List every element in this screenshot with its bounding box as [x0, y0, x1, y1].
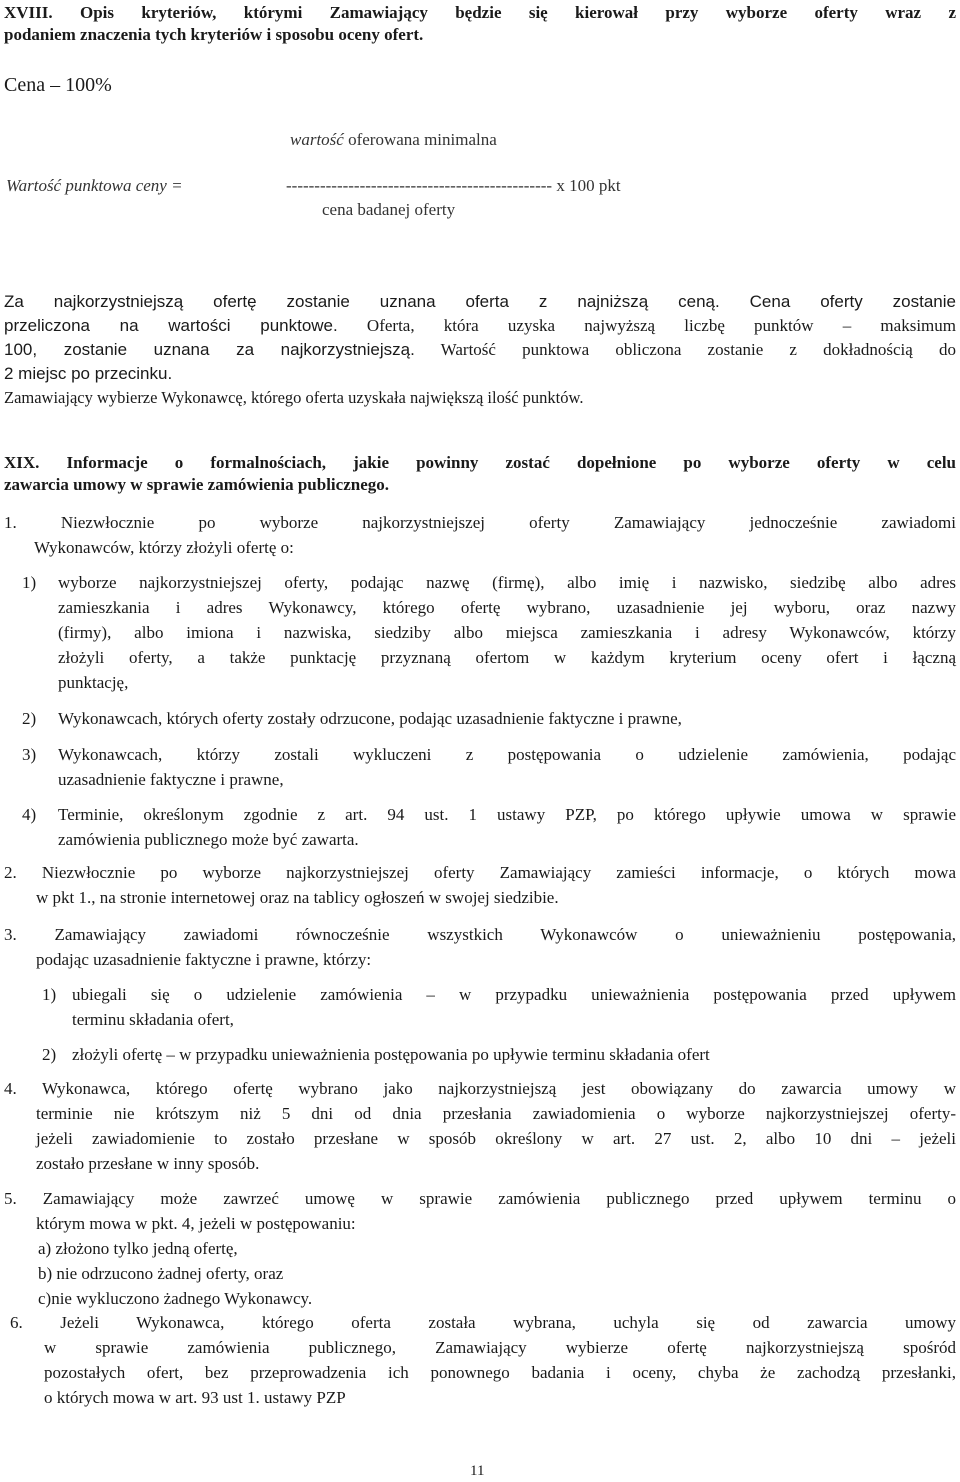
point-2 [4, 860, 956, 910]
point-line: 6. Jeżeli Wykonawca, którego oferta została wybrana, uchyla się od zawarcia umowy [10, 1313, 956, 1332]
heading-line: zawarcia umowy w sprawie zamówienia publicznego. [4, 475, 389, 494]
point-1-item-1 [22, 570, 956, 695]
point-subitem-a: a) złożono tylko jedną ofertę, [38, 1239, 238, 1258]
page-number: 11 [470, 1463, 485, 1479]
point-line: terminie nie krótszym niż 5 dni od dnia przesłania zawiadomienia o wyborze najkorzystniejszej oferty- [36, 1104, 956, 1123]
item-line: terminu składania ofert, [72, 1010, 234, 1029]
point-line: 5. Zamawiający może zawrzeć umowę w sprawie zamówienia publicznego przed upływem terminu o [4, 1189, 956, 1208]
point-1-item-2 [22, 706, 956, 731]
point-line: jeżeli zawiadomienie to zostało przesłane w sposób określony w art. 27 ust. 2, albo 10 dni – jeżeli [36, 1129, 956, 1148]
point-line: w sprawie zamówienia publicznego, Zamawiający wybierze ofertę najkorzystniejszą spośród [44, 1338, 956, 1357]
item-line: zamieszkania i adres Wykonawcy, którego ofertę wybrano, uzasadnienie jej wyboru, oraz nazwy [58, 598, 956, 617]
point-1-item-4 [22, 802, 956, 852]
point-3 [4, 922, 956, 972]
item-line: uzasadnienie faktyczne i prawne, [58, 770, 284, 789]
item-number: 1) [22, 573, 37, 592]
item-line: złożyli oferty, a także punktację przyznaną ofertom w każdym kryterium oceny ofert i łączną [58, 648, 956, 667]
item-line: Wykonawcach, których oferty zostały odrzucone, podając uzasadnienie faktyczne i prawne, [58, 709, 682, 728]
scoring-line: Za najkorzystniejszą ofertę zostanie uznana oferta z najniższą ceną. Cena oferty zostanie [4, 292, 956, 311]
point-line: podając uzasadnienie faktyczne i prawne, którzy: [36, 950, 372, 969]
item-line: wyborze najkorzystniejszej oferty, podając nazwę (firmę), albo imię i nazwisko, siedzibę albo adres [58, 573, 956, 592]
point-line: w pkt 1., na stronie internetowej oraz na tablicy ogłoszeń w swojej siedzibie. [36, 888, 559, 907]
item-number: 3) [22, 745, 37, 764]
point-line: 2. Niezwłocznie po wyborze najkorzystniejszej oferty Zamawiający zamieści informacje, o których mowa [4, 863, 956, 882]
numerator-text: oferowana minimalna [343, 130, 497, 149]
scoring-line: Zamawiający wybierze Wykonawcę, którego oferta uzyskała największą ilość punktów. [4, 388, 584, 407]
formula-multiplier: x 100 pkt [552, 176, 621, 195]
point-subitem-c: c)nie wykluczono żadnego Wykonawcy. [38, 1289, 313, 1308]
item-number: 1) [42, 985, 57, 1004]
item-number: 2) [42, 1045, 57, 1064]
item-line: zamówienia publicznego może być zawarta. [58, 830, 359, 849]
item-line: Wykonawcach, którzy zostali wykluczeni z postępowania o udzielenie zamówienia, podając [58, 745, 956, 764]
point-subitem-b: b) nie odrzucono żadnej oferty, oraz [38, 1264, 284, 1283]
item-line: złożyli ofertę – w przypadku unieważnienia postępowania po upływie terminu składania ofert [72, 1045, 710, 1064]
point-5 [4, 1186, 956, 1311]
formula-fraction-line [286, 176, 621, 196]
point-line: 3. Zamawiający zawiadomi równocześnie wszystkich Wykonawców o unieważnieniu postępowania, [4, 925, 956, 944]
numerator-italic: wartość [290, 130, 344, 149]
price-weight: Cena – 100% [4, 74, 112, 96]
formula-denominator: cena badanej oferty [322, 200, 456, 219]
scoring-line: 100, zostanie uznana za najkorzystniejszą. Wartość punktowa obliczona zostanie z dokładnością do [4, 340, 956, 359]
point-line: zostało przesłane w inny sposób. [36, 1154, 260, 1173]
fraction-dashes: ----------------------------------------------- [286, 176, 553, 195]
scoring-line: przeliczona na wartości punktowe. Oferta, która uzyska najwyższą liczbę punktów – maksimum [4, 316, 956, 335]
point-1-item-3 [22, 742, 956, 792]
formula-label: Wartość punktowa ceny = [6, 176, 183, 195]
heading-line: XVIII. Opis kryteriów, którymi Zamawiający będzie się kierował przy wyborze oferty wraz z [4, 3, 956, 22]
point-line: Wykonawców, którzy złożyli ofertę o: [34, 538, 294, 557]
section-heading-xix [4, 452, 956, 496]
point-line: 1. Niezwłocznie po wyborze najkorzystniejszej oferty Zamawiający jednocześnie zawiadomi [4, 513, 956, 532]
point-3-item-2 [42, 1042, 956, 1067]
point-line: którym mowa w pkt. 4, jeżeli w postępowaniu: [36, 1214, 356, 1233]
item-line: punktację, [58, 673, 129, 692]
point-line: o których mowa w art. 93 ust 1. ustawy PZP [44, 1388, 346, 1407]
point-line: 4. Wykonawca, którego ofertę wybrano jako najkorzystniejszą jest obowiązany do zawarcia umowy w [4, 1079, 956, 1098]
scoring-line: 2 miejsc po przecinku. [4, 364, 173, 383]
point-3-item-1 [42, 982, 956, 1032]
item-line: (firmy), albo imiona i nazwiska, siedziby albo miejsca zamieszkania i adresy Wykonawców, którzy [58, 623, 956, 642]
heading-line: XIX. Informacje o formalnościach, jakie powinny zostać dopełnione po wyborze oferty w celu [4, 453, 956, 472]
point-line: pozostałych ofert, bez przeprowadzenia ich ponownego badania i oceny, chyba że zachodzą przesłanki, [44, 1363, 956, 1382]
item-line: Terminie, określonym zgodnie z art. 94 ust. 1 ustawy PZP, po którego upływie umowa w sprawie [58, 805, 956, 824]
heading-line: podaniem znaczenia tych kryteriów i sposobu oceny ofert. [4, 25, 424, 44]
item-number: 4) [22, 805, 37, 824]
point-1 [4, 510, 956, 560]
item-number: 2) [22, 709, 37, 728]
scoring-paragraph [4, 290, 956, 410]
point-4 [4, 1076, 956, 1176]
section-heading-xviii [4, 2, 956, 46]
point-6 [4, 1310, 956, 1410]
item-line: ubiegali się o udzielenie zamówienia – w przypadku unieważnienia postępowania przed upływem [72, 985, 956, 1004]
formula-numerator [290, 130, 497, 150]
